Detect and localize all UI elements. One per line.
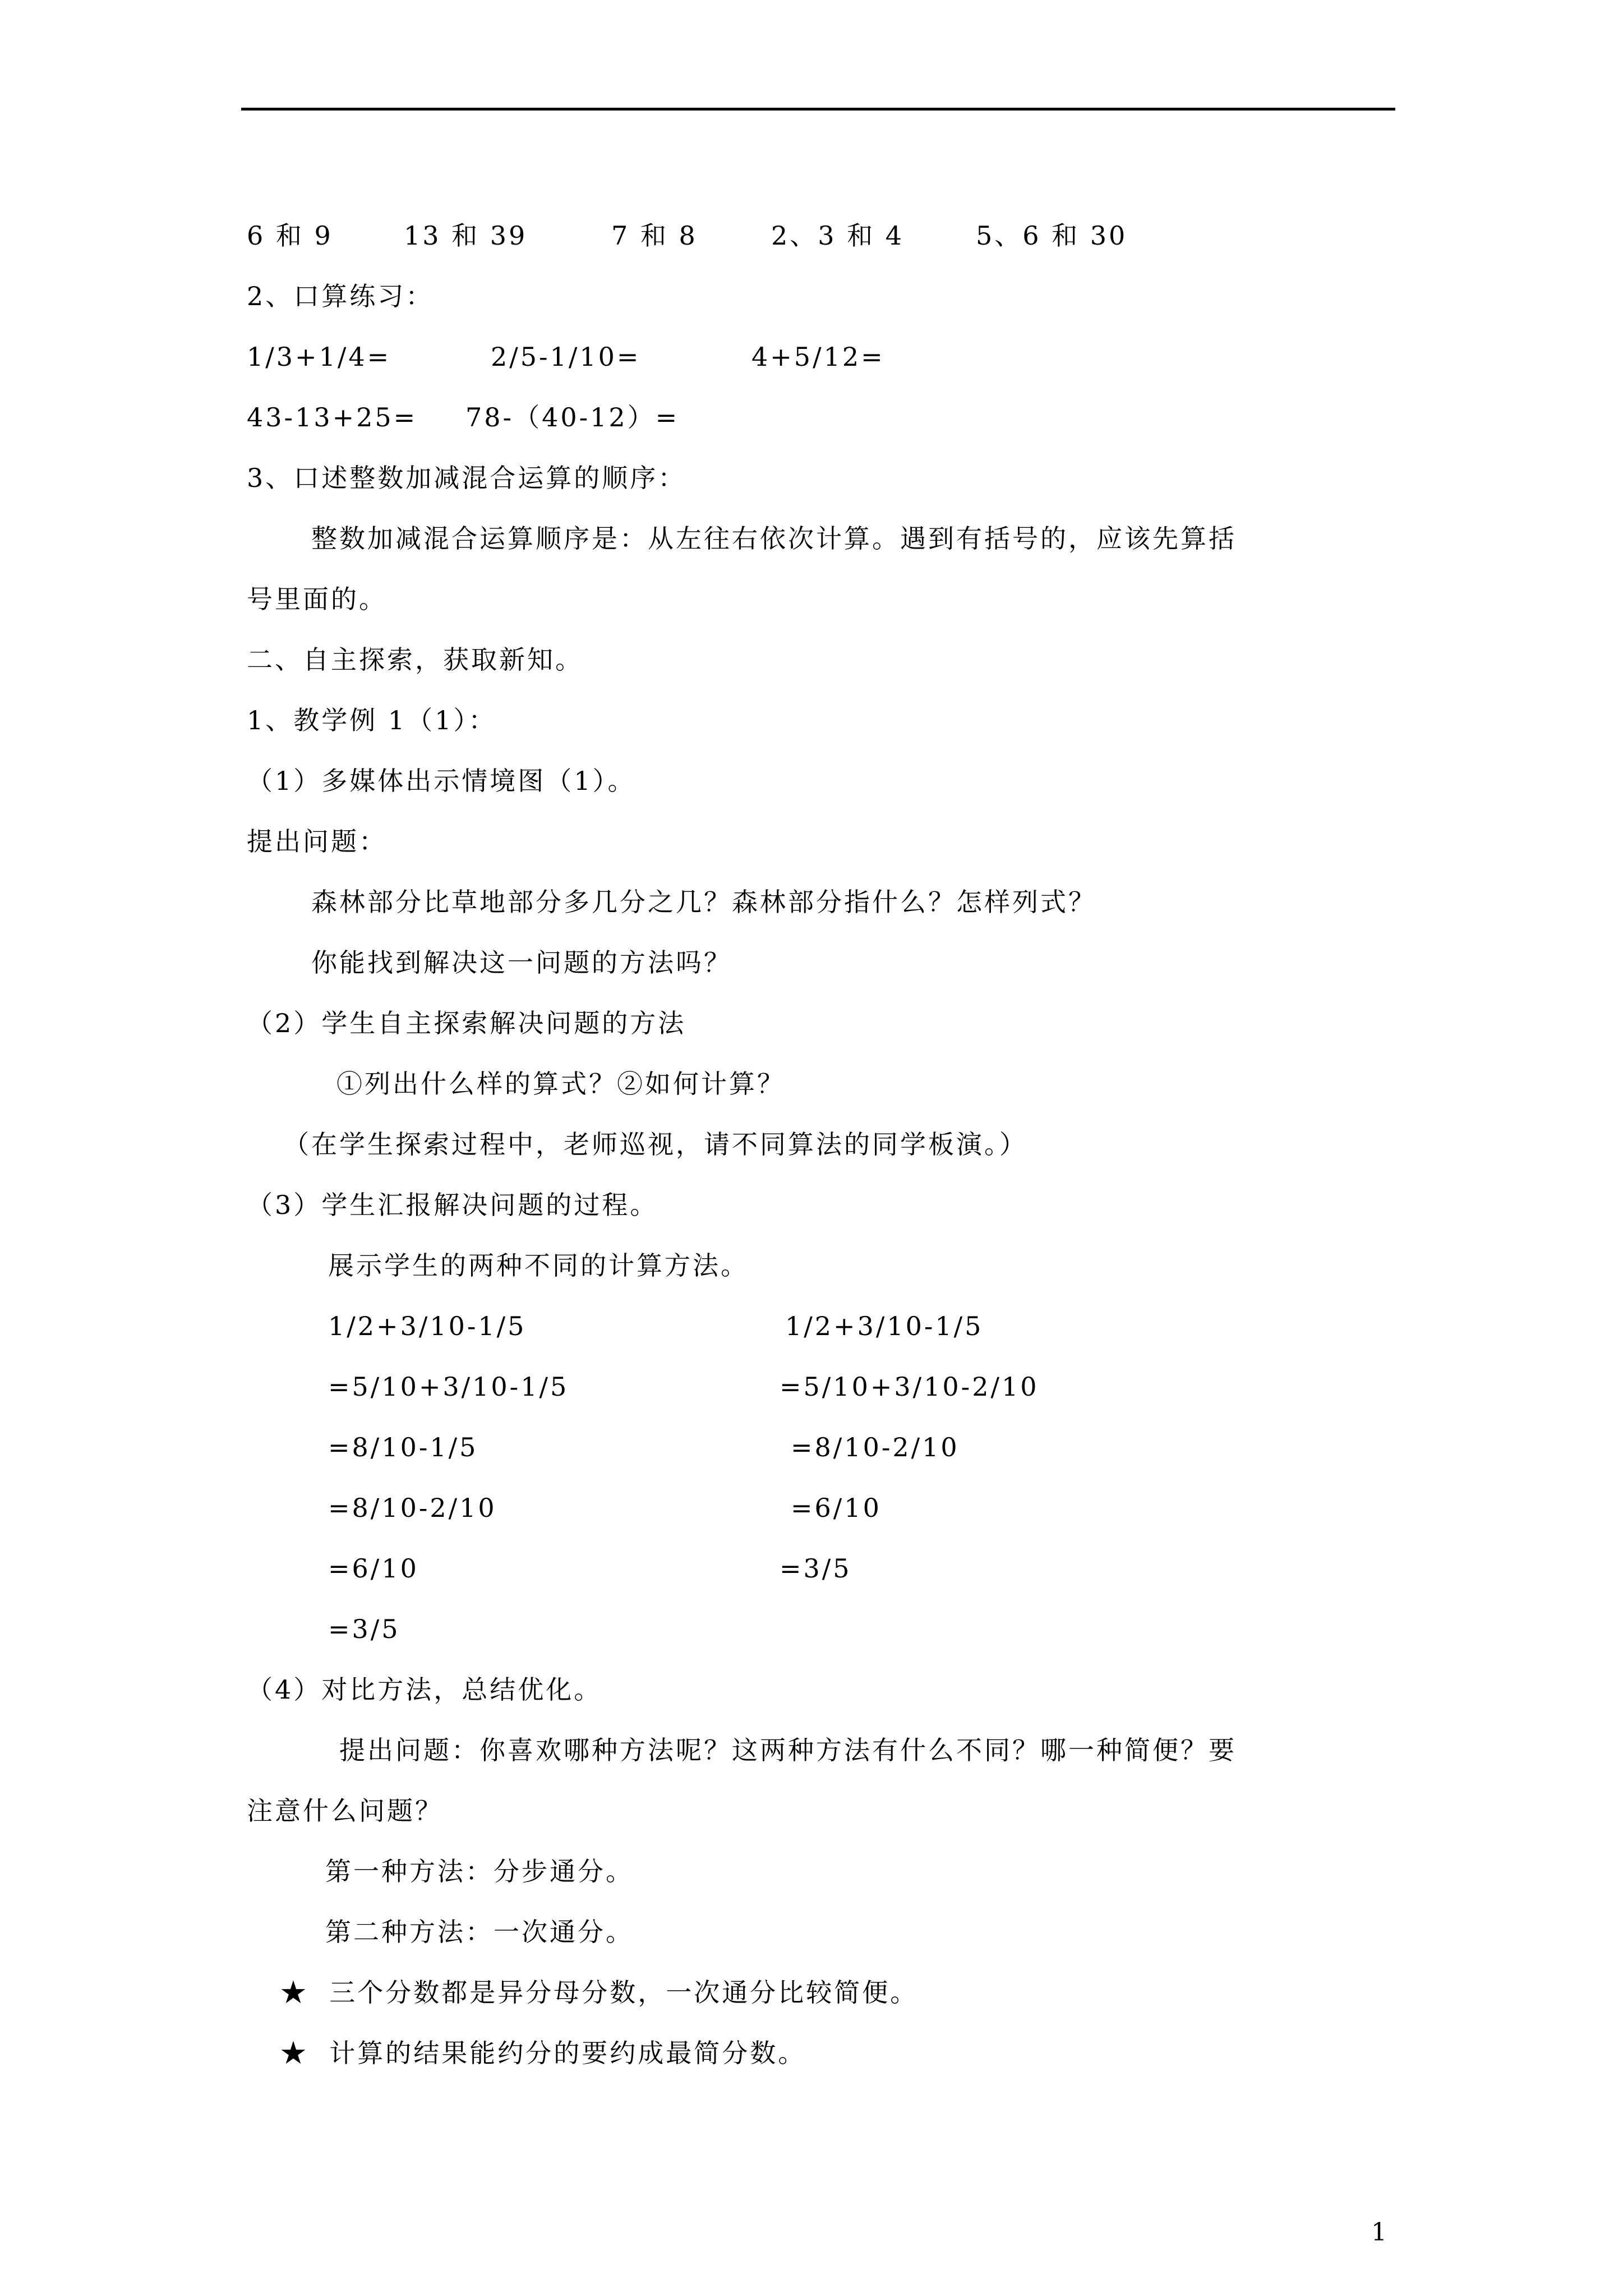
page-number: 1 xyxy=(1371,2218,1389,2247)
text-line: 提出问题：你喜欢哪种方法呢？这两种方法有什么不同？哪一种简便？要 xyxy=(339,1735,1237,1765)
text-line: 提出问题： xyxy=(247,826,387,857)
text-line: 号里面的。 xyxy=(247,584,387,614)
text-line: 6 和 9 xyxy=(247,220,333,251)
header-rule xyxy=(241,108,1395,111)
text-line: =3/5 xyxy=(780,1553,852,1584)
text-line: =3/5 xyxy=(328,1614,400,1644)
text-line: 二、自主探索，获取新知。 xyxy=(247,645,583,675)
text-line: 2/5-1/10= xyxy=(491,342,641,372)
text-line: （2）学生自主探索解决问题的方法 xyxy=(247,1008,686,1038)
text-line: （4）对比方法，总结优化。 xyxy=(247,1674,602,1705)
text-line: （1）多媒体出示情境图（1）。 xyxy=(247,766,636,796)
text-line: 2、3 和 4 xyxy=(771,220,905,251)
text-line: 你能找到解决这一问题的方法吗？ xyxy=(311,947,732,978)
text-line: 43-13+25= xyxy=(247,402,418,432)
text-line: 整数加减混合运算顺序是：从左往右依次计算。遇到有括号的，应该先算括 xyxy=(311,523,1237,554)
text-line: =6/10 xyxy=(328,1553,419,1584)
text-line: 1/3+1/4= xyxy=(247,342,391,372)
text-line: ①列出什么样的算式？②如何计算？ xyxy=(336,1069,785,1099)
text-line: ★ 计算的结果能约分的要约成最简分数。 xyxy=(280,2038,806,2068)
text-line: ★ 三个分数都是异分母分数，一次通分比较简便。 xyxy=(280,1977,919,2008)
text-line: 3、口述整数加减混合运算的顺序： xyxy=(247,463,686,493)
text-line: 展示学生的两种不同的计算方法。 xyxy=(328,1250,749,1281)
text-line: 5、6 和 30 xyxy=(976,220,1128,251)
text-line: =6/10 xyxy=(791,1493,882,1523)
text-line: 7 和 8 xyxy=(611,220,698,251)
text-line: （在学生探索过程中，老师巡视，请不同算法的同学板演。） xyxy=(283,1129,1027,1159)
text-line: =5/10+3/10-2/10 xyxy=(780,1372,1039,1402)
text-line: 注意什么问题？ xyxy=(247,1796,443,1826)
text-line: 第二种方法：一次通分。 xyxy=(325,1917,634,1947)
text-line: =8/10-1/5 xyxy=(328,1432,478,1462)
text-line: 1/2+3/10-1/5 xyxy=(785,1311,984,1341)
text-line: 4+5/12= xyxy=(751,342,885,372)
text-line: 1/2+3/10-1/5 xyxy=(328,1311,527,1341)
text-line: =5/10+3/10-1/5 xyxy=(328,1372,569,1402)
text-line: （3）学生汇报解决问题的过程。 xyxy=(247,1190,658,1220)
text-line: 78-（40-12）= xyxy=(465,402,680,432)
text-line: 13 和 39 xyxy=(404,220,528,251)
text-line: 森林部分比草地部分多几分之几？森林部分指什么？怎样列式？ xyxy=(311,887,1096,917)
text-line: =8/10-2/10 xyxy=(791,1432,960,1462)
text-line: 第一种方法：分步通分。 xyxy=(325,1856,634,1887)
text-line: 2、口算练习： xyxy=(247,281,434,311)
text-line: =8/10-2/10 xyxy=(328,1493,497,1523)
text-line: 1、教学例 1（1）： xyxy=(247,705,497,735)
